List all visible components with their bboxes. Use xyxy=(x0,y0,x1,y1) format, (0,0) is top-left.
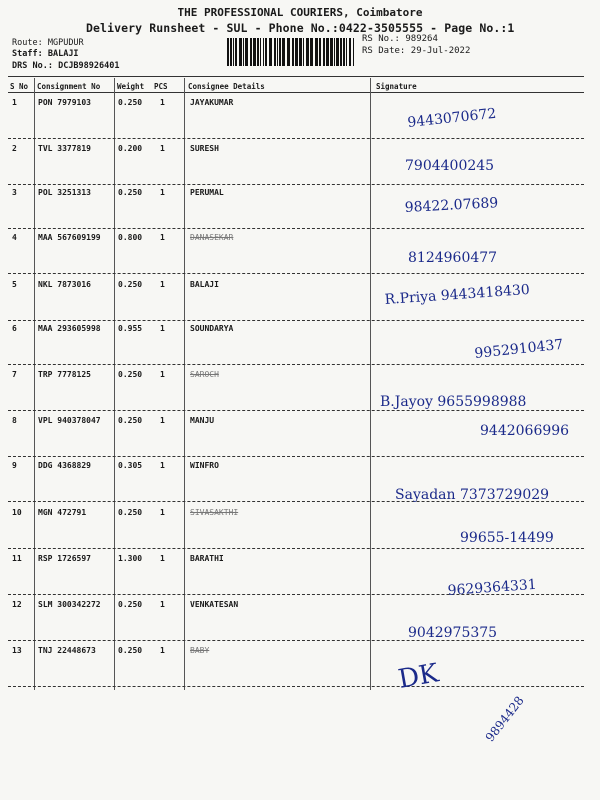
row-consignment-no: SLM 300342272 xyxy=(38,600,101,609)
row-pcs: 1 xyxy=(160,554,165,563)
row-consignee: MANJU xyxy=(190,416,215,425)
row-consignee: WINFRO xyxy=(190,461,219,470)
row-separator xyxy=(8,320,584,321)
row-separator xyxy=(8,410,584,411)
row-pcs: 1 xyxy=(160,98,165,107)
handwritten-signature: 9952910437 xyxy=(473,336,565,362)
row-pcs: 1 xyxy=(160,370,165,379)
row-weight: 0.250 xyxy=(118,508,143,517)
row-sno: 9 xyxy=(12,461,17,470)
row-consignment-no: POL 3251313 xyxy=(38,188,91,197)
row-weight: 0.250 xyxy=(118,416,143,425)
row-consignee: VENKATESAN xyxy=(190,600,239,609)
header-bottom-border xyxy=(8,92,584,93)
handwritten-footer-number: 9894428 xyxy=(482,693,527,745)
row-pcs: 1 xyxy=(160,461,165,470)
handwritten-signature: 7904400245 xyxy=(405,158,495,174)
handwritten-signature: B.Jayoy 9655998988 xyxy=(380,394,527,410)
row-consignee: JAYAKUMAR xyxy=(190,98,234,107)
row-weight: 0.250 xyxy=(118,280,143,289)
handwritten-signature: 99655-14499 xyxy=(460,530,554,546)
row-separator xyxy=(8,594,584,595)
row-consignee: PERUMAL xyxy=(190,188,224,197)
col-header-signature: Signature xyxy=(376,82,417,91)
handwritten-signature: R.Priya 9443418430 xyxy=(384,281,531,308)
runsheet-title: Delivery Runsheet - SUL - Phone No.:0422-3505555 - Page No.:1 xyxy=(86,21,515,35)
row-consignment-no: DDG 4368829 xyxy=(38,461,91,470)
row-weight: 0.800 xyxy=(118,233,143,242)
handwritten-signature: Sayadan 7373729029 xyxy=(395,487,550,503)
row-consignment-no: MGN 472791 xyxy=(38,508,87,517)
row-consignment-no: RSP 1726597 xyxy=(38,554,91,563)
col-header-consignment: Consignment No xyxy=(37,82,101,91)
handwritten-signature: 9442066996 xyxy=(480,423,570,439)
row-sno: 4 xyxy=(12,233,17,242)
row-consignee: SOUNDARYA xyxy=(190,324,234,333)
rs-no-value: 989264 xyxy=(405,34,438,44)
row-weight: 0.250 xyxy=(118,646,143,655)
handwritten-signature: 9443070672 xyxy=(406,105,498,131)
handwritten-signature: 98422.07689 xyxy=(404,195,499,216)
drs-line: DRS No.: DCJB98926401 xyxy=(12,61,120,71)
handwritten-signature: 9042975375 xyxy=(408,625,498,641)
row-pcs: 1 xyxy=(160,646,165,655)
row-consignee: SAROCH xyxy=(190,370,219,379)
row-pcs: 1 xyxy=(160,508,165,517)
row-consignee: DANASEKAR xyxy=(190,233,234,242)
row-weight: 0.955 xyxy=(118,324,143,333)
row-consignee: SIVASAKTHI xyxy=(190,508,239,517)
col-header-pcs: PCS xyxy=(154,82,168,91)
row-separator xyxy=(8,364,584,365)
row-sno: 7 xyxy=(12,370,17,379)
row-separator xyxy=(8,273,584,274)
row-consignment-no: NKL 7873016 xyxy=(38,280,91,289)
row-separator xyxy=(8,456,584,457)
barcode xyxy=(227,38,357,66)
row-separator xyxy=(8,228,584,229)
row-pcs: 1 xyxy=(160,188,165,197)
rs-no-line: RS No.: 989264 xyxy=(362,34,438,44)
row-consignee: BALAJI xyxy=(190,280,219,289)
row-sno: 12 xyxy=(12,600,22,609)
row-consignment-no: TVL 3377819 xyxy=(38,144,91,153)
row-pcs: 1 xyxy=(160,416,165,425)
staff-line: Staff: BALAJI xyxy=(12,49,79,59)
row-separator xyxy=(8,548,584,549)
table-top-border xyxy=(8,76,584,77)
row-separator xyxy=(8,640,584,641)
company-name: THE PROFESSIONAL COURIERS, Coimbatore xyxy=(177,6,423,19)
row-weight: 0.250 xyxy=(118,600,143,609)
row-weight: 0.250 xyxy=(118,98,143,107)
col-header-sno: S No xyxy=(10,82,29,91)
row-sno: 6 xyxy=(12,324,17,333)
row-weight: 0.250 xyxy=(118,370,143,379)
row-separator xyxy=(8,501,584,502)
row-consignment-no: PON 7979103 xyxy=(38,98,91,107)
col-header-consignee: Consignee Details xyxy=(188,82,265,91)
row-separator xyxy=(8,138,584,139)
row-consignment-no: TRP 7778125 xyxy=(38,370,91,379)
route-line: Route: MGPUDUR xyxy=(12,38,84,48)
row-separator xyxy=(8,184,584,185)
row-pcs: 1 xyxy=(160,324,165,333)
row-consignee: BARATHI xyxy=(190,554,224,563)
handwritten-signature: 8124960477 xyxy=(408,250,498,266)
row-consignment-no: TNJ 22448673 xyxy=(38,646,96,655)
row-consignment-no: MAA 567609199 xyxy=(38,233,101,242)
row-consignee: BABY xyxy=(190,646,210,655)
row-pcs: 1 xyxy=(160,144,165,153)
row-sno: 1 xyxy=(12,98,17,107)
row-sno: 10 xyxy=(12,508,22,517)
rs-date-line: RS Date: 29-Jul-2022 xyxy=(362,46,471,56)
route-value: MGPUDUR xyxy=(47,38,84,48)
row-sno: 13 xyxy=(12,646,22,655)
row-consignment-no: MAA 293605998 xyxy=(38,324,101,333)
row-pcs: 1 xyxy=(160,600,165,609)
row-consignment-no: VPL 940378047 xyxy=(38,416,101,425)
row-weight: 0.200 xyxy=(118,144,143,153)
handwritten-signature: DK xyxy=(396,658,441,695)
row-consignee: SURESH xyxy=(190,144,219,153)
row-separator xyxy=(8,686,584,687)
col-header-weight: Weight xyxy=(117,82,145,91)
row-sno: 5 xyxy=(12,280,17,289)
row-sno: 8 xyxy=(12,416,17,425)
row-sno: 2 xyxy=(12,144,17,153)
row-weight: 0.250 xyxy=(118,188,143,197)
rs-date-value: 29-Jul-2022 xyxy=(410,46,471,56)
row-weight: 0.305 xyxy=(118,461,143,470)
handwritten-signature: 9629364331 xyxy=(447,576,538,599)
row-sno: 3 xyxy=(12,188,17,197)
drs-value: DCJB98926401 xyxy=(58,61,120,71)
row-sno: 11 xyxy=(12,554,22,563)
row-weight: 1.300 xyxy=(118,554,143,563)
row-pcs: 1 xyxy=(160,233,165,242)
staff-value: BALAJI xyxy=(47,49,79,59)
row-pcs: 1 xyxy=(160,280,165,289)
